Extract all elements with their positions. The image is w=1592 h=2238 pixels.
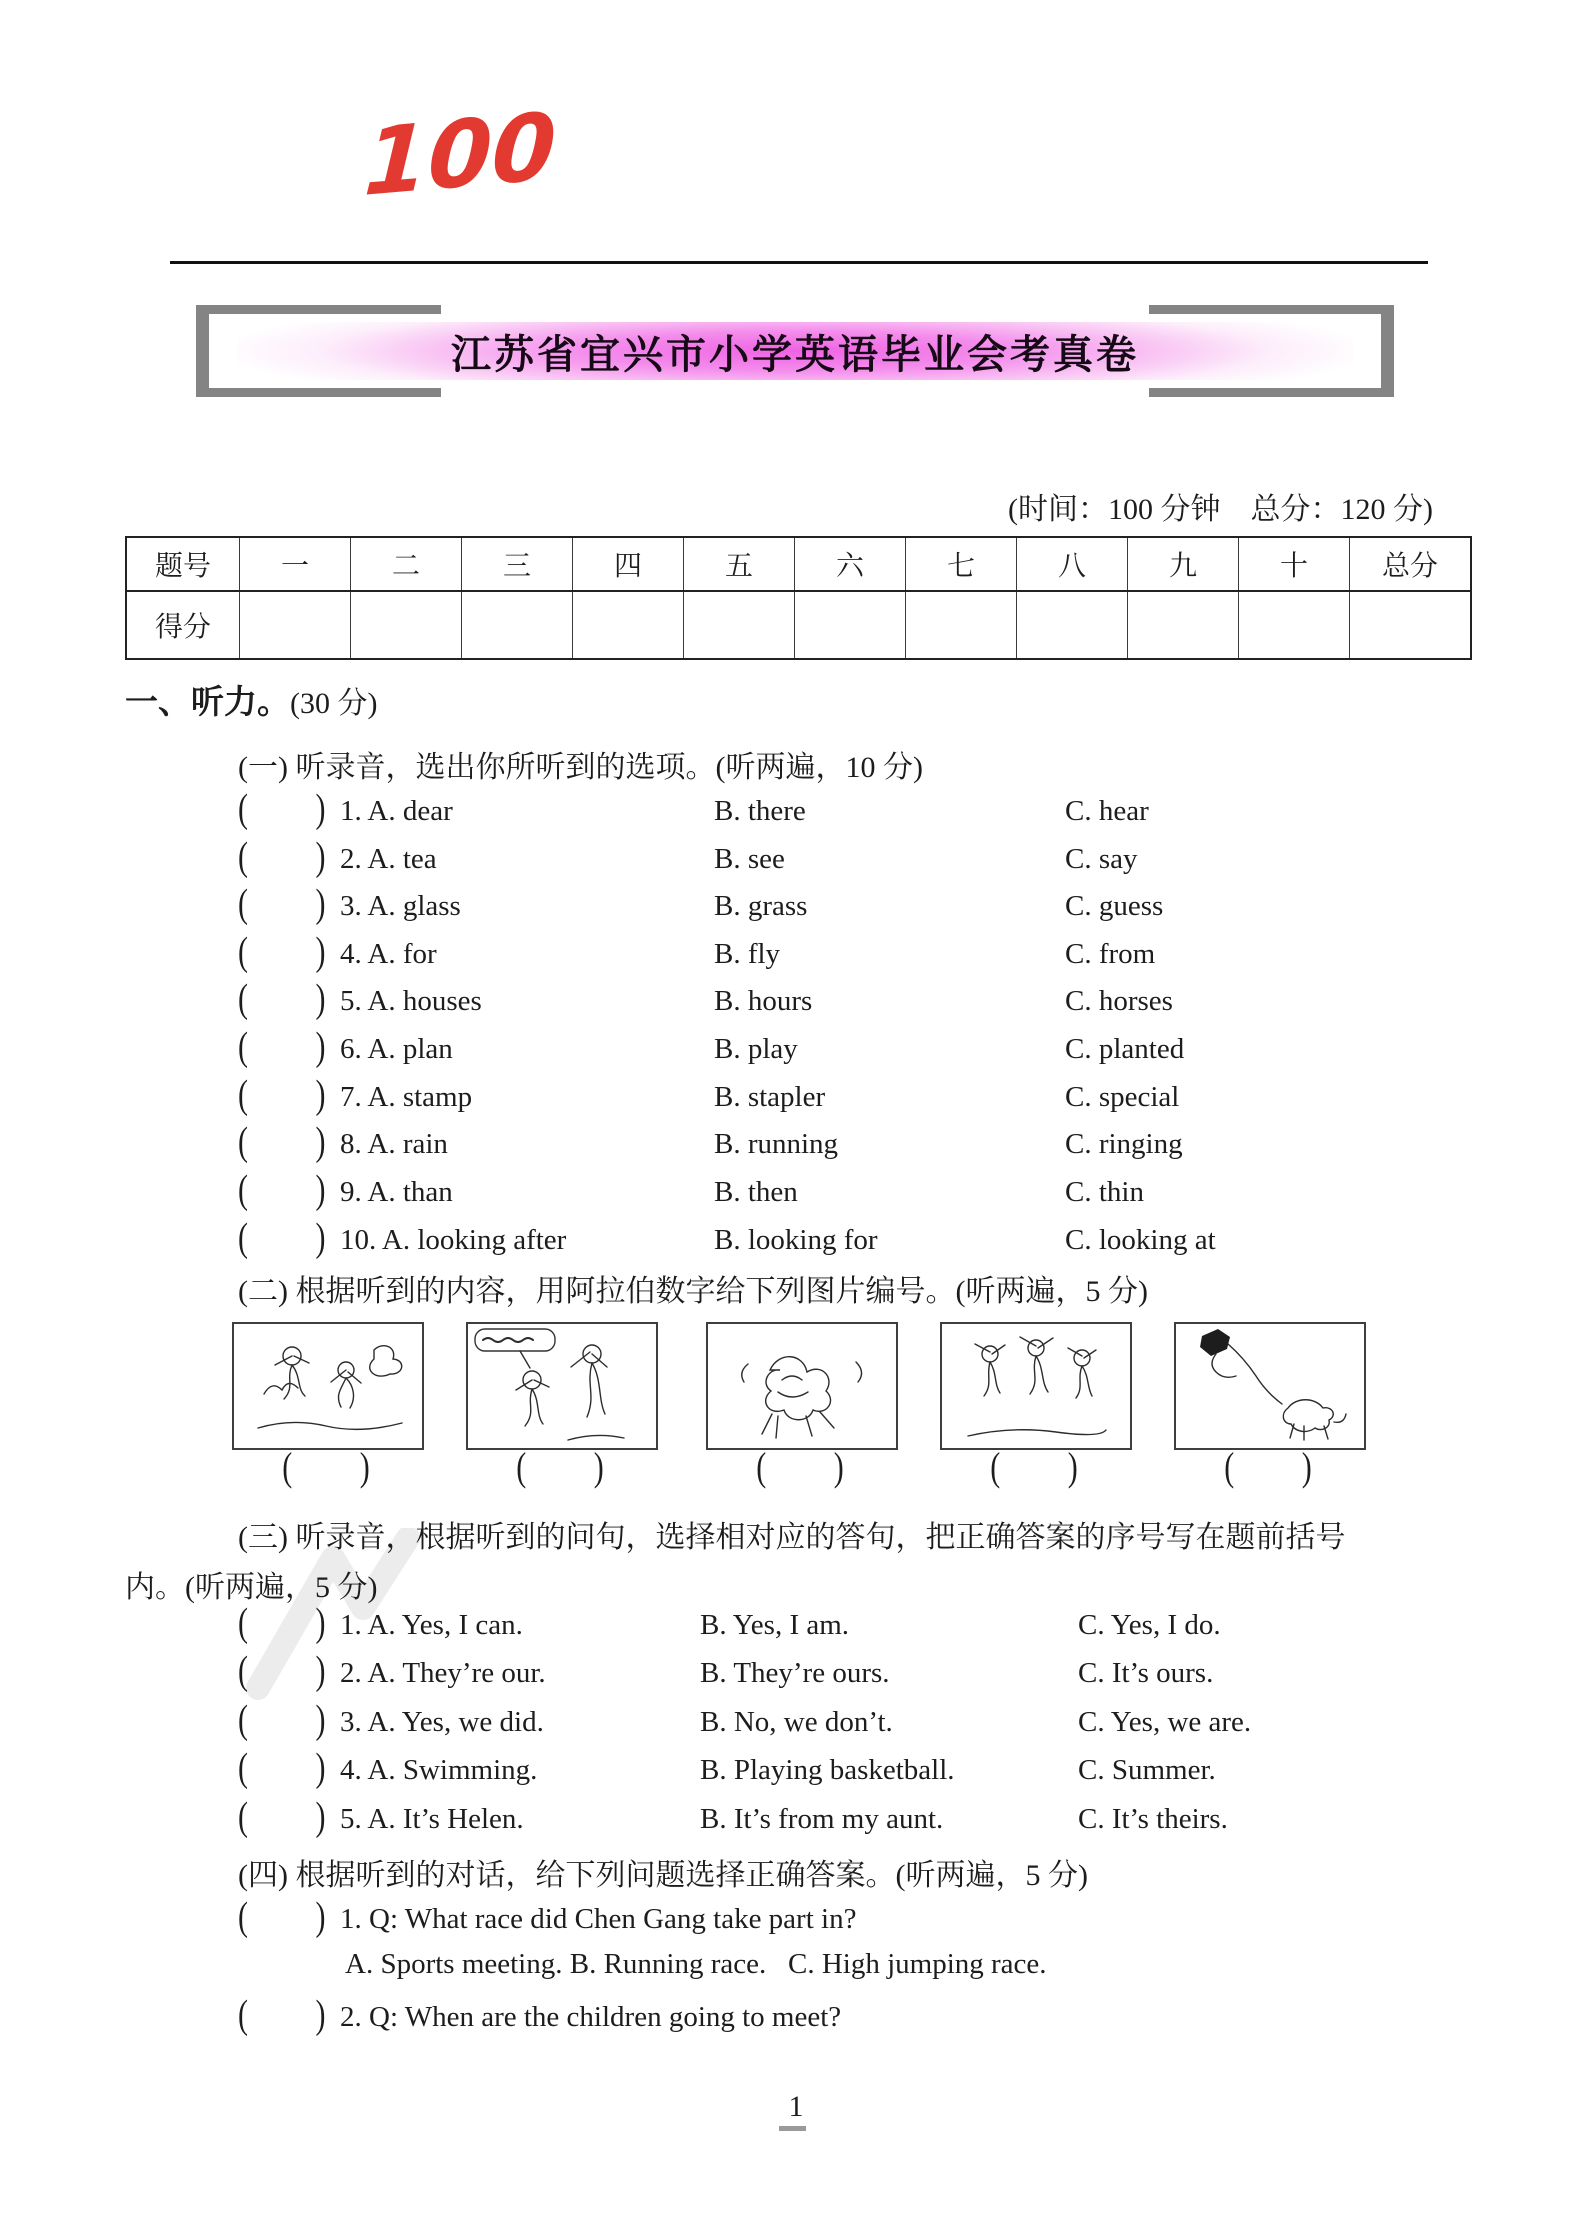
picture-answer-blank xyxy=(1174,1444,1362,1494)
picture-3-sketch xyxy=(708,1324,896,1448)
option-a: 2. A. They’re our. xyxy=(340,1657,546,1689)
option-c: C. ringing xyxy=(1065,1128,1183,1160)
option-a: 10. A. looking after xyxy=(340,1224,567,1256)
option-c: C. thin xyxy=(1065,1176,1144,1208)
answer-blank: ( ) xyxy=(238,1697,326,1743)
answer-blank: ( ) xyxy=(238,1215,326,1261)
score-empty-cell xyxy=(573,591,684,659)
picture-answer-blank xyxy=(232,1444,420,1494)
option-c: C. horses xyxy=(1065,985,1173,1017)
option-b: B. running xyxy=(714,1128,839,1160)
option-b: B. Playing basketball. xyxy=(700,1754,955,1786)
option-a: 4. A. for xyxy=(340,938,437,970)
answer-blank: ( ) xyxy=(238,1119,326,1165)
option-c: C. It’s ours. xyxy=(1078,1657,1214,1689)
option-c: C. Yes, I do. xyxy=(1078,1609,1221,1641)
banner-bracket-bottom-left xyxy=(196,388,441,397)
option-a: 4. A. Swimming. xyxy=(340,1754,538,1786)
score-table-cell: 十 xyxy=(1239,537,1350,591)
score-empty-cell xyxy=(1239,591,1350,659)
picture-5 xyxy=(1174,1322,1366,1450)
score-empty-cell xyxy=(1128,591,1239,659)
picture-answer-blank xyxy=(940,1444,1128,1494)
option-c: C. guess xyxy=(1065,890,1164,922)
dialogue-question xyxy=(0,1992,1592,2042)
score-empty-cell xyxy=(240,591,351,659)
score-table-cell: 总分 xyxy=(1350,537,1472,591)
top-rule xyxy=(170,261,1428,264)
picture-1 xyxy=(232,1322,424,1450)
part3-title-line2: 内。(听两遍，5 分) xyxy=(125,1571,378,1604)
option-b: B. play xyxy=(714,1033,798,1065)
part4-title: (四) 根据听到的对话，给下列问题选择正确答案。(听两遍，5 分) xyxy=(238,1859,1088,1892)
picture-4 xyxy=(940,1322,1132,1450)
option-c: C. hear xyxy=(1065,795,1149,827)
picture-2-sketch xyxy=(468,1324,656,1448)
score-empty-cell xyxy=(462,591,573,659)
answer-blank: ( ) xyxy=(238,1648,326,1694)
option-b: B. there xyxy=(714,795,806,827)
section1-heading-score: (30 分) xyxy=(290,687,378,720)
part2-title: (二) 根据听到的内容，用阿拉伯数字给下列图片编号。(听两遍，5 分) xyxy=(238,1275,1148,1308)
speech-bubble xyxy=(475,1329,555,1368)
option-a: 2. A. tea xyxy=(340,843,437,875)
option-c: C. from xyxy=(1065,938,1156,970)
score-empty-cell xyxy=(684,591,795,659)
score-table-cell: 七 xyxy=(906,537,1017,591)
answer-blank: ( ) xyxy=(238,834,326,880)
score-empty-cell xyxy=(1017,591,1128,659)
option-c: C. special xyxy=(1065,1081,1180,1113)
page-number: 1 xyxy=(788,2090,804,2123)
score-table-cell: 题号 xyxy=(126,537,240,591)
picture-1-sketch xyxy=(234,1324,422,1448)
listening-item xyxy=(0,1648,1592,1698)
answer-blank: ( ) xyxy=(756,1444,844,1490)
listening-item xyxy=(0,1215,1592,1265)
option-c: C. It’s theirs. xyxy=(1078,1803,1228,1835)
question-options: A. Sports meeting. B. Running race. C. High jumping race. xyxy=(345,1948,1047,1980)
score-table-cell: 八 xyxy=(1017,537,1128,591)
option-a: 6. A. plan xyxy=(340,1033,453,1065)
answer-blank: ( ) xyxy=(238,1745,326,1791)
option-b: B. They’re ours. xyxy=(700,1657,890,1689)
answer-blank: ( ) xyxy=(238,976,326,1022)
page-number-underline xyxy=(779,2126,806,2131)
picture-answer-blank xyxy=(466,1444,654,1494)
picture-2 xyxy=(466,1322,658,1450)
title-banner xyxy=(196,305,1394,397)
answer-blank: ( ) xyxy=(238,929,326,975)
score-table-cell: 二 xyxy=(351,537,462,591)
option-a: 3. A. Yes, we did. xyxy=(340,1706,544,1738)
answer-blank: ( ) xyxy=(238,786,326,832)
part1-title: (一) 听录音，选出你所听到的选项。(听两遍，10 分) xyxy=(238,751,923,784)
score-table-cell: 五 xyxy=(684,537,795,591)
answer-blank: ( ) xyxy=(516,1444,604,1490)
score-table-cell: 九 xyxy=(1128,537,1239,591)
option-a: 8. A. rain xyxy=(340,1128,448,1160)
banner-bracket-bottom-right xyxy=(1149,388,1394,397)
score-table-cell: 六 xyxy=(795,537,906,591)
score-empty-cell xyxy=(351,591,462,659)
option-a: 5. A. It’s Helen. xyxy=(340,1803,524,1835)
option-a: 7. A. stamp xyxy=(340,1081,473,1113)
option-b: B. see xyxy=(714,843,785,875)
part3-title-line1: (三) 听录音，根据听到的问句，选择相对应的答句，把正确答案的序号写在题前括号 xyxy=(238,1521,1346,1554)
banner-inner xyxy=(209,314,1381,388)
option-b: B. hours xyxy=(714,985,813,1017)
answer-blank: ( ) xyxy=(238,881,326,927)
answer-blank: ( ) xyxy=(238,1167,326,1213)
exam-info-line: (时间：100 分钟 总分：120 分) xyxy=(1008,493,1433,526)
option-b: B. Yes, I am. xyxy=(700,1609,850,1641)
listening-item xyxy=(0,1745,1592,1795)
dialogue-question xyxy=(0,1894,1592,1944)
score-label-cell: 得分 xyxy=(126,591,240,659)
option-b: B. stapler xyxy=(714,1081,826,1113)
option-c: C. Summer. xyxy=(1078,1754,1216,1786)
option-b: B. looking for xyxy=(714,1224,878,1256)
option-b: B. It’s from my aunt. xyxy=(700,1803,944,1835)
banner-gradient xyxy=(237,322,1353,380)
listening-item xyxy=(0,1794,1592,1844)
picture-3 xyxy=(706,1322,898,1450)
answer-blank: ( ) xyxy=(238,1600,326,1646)
score-empty-cell xyxy=(1350,591,1472,659)
handwritten-score-mark: 100 xyxy=(361,92,559,218)
option-a: 1. A. dear xyxy=(340,795,453,827)
banner-bracket-right xyxy=(1381,305,1394,397)
option-b: B. fly xyxy=(714,938,781,970)
option-b: B. grass xyxy=(714,890,808,922)
question-text: 1. Q: What race did Chen Gang take part in? xyxy=(340,1903,857,1935)
banner-bracket-left xyxy=(196,305,209,397)
banner-bracket-top-left xyxy=(196,305,441,314)
score-table-header-row xyxy=(126,537,1471,591)
picture-4-sketch xyxy=(942,1324,1130,1448)
picture-answer-blank xyxy=(706,1444,894,1494)
section1-heading-text: 一、听力。 xyxy=(125,683,290,720)
answer-blank: ( ) xyxy=(990,1444,1078,1490)
answer-blank: ( ) xyxy=(238,1894,326,1940)
score-empty-cell xyxy=(795,591,906,659)
score-table-score-row xyxy=(126,591,1471,659)
option-a: 3. A. glass xyxy=(340,890,461,922)
option-b: B. then xyxy=(714,1176,798,1208)
answer-blank: ( ) xyxy=(1224,1444,1312,1490)
answer-blank: ( ) xyxy=(238,1024,326,1070)
picture-5-sketch xyxy=(1176,1324,1364,1448)
option-c: C. Yes, we are. xyxy=(1078,1706,1252,1738)
answer-blank: ( ) xyxy=(238,1992,326,2038)
option-a: 1. A. Yes, I can. xyxy=(340,1609,523,1641)
score-table-cell: 一 xyxy=(240,537,351,591)
score-table-cell: 四 xyxy=(573,537,684,591)
option-c: C. looking at xyxy=(1065,1224,1216,1256)
question-text: 2. Q: When are the children going to meet? xyxy=(340,2001,842,2033)
option-c: C. planted xyxy=(1065,1033,1185,1065)
score-empty-cell xyxy=(906,591,1017,659)
answer-blank: ( ) xyxy=(282,1444,370,1490)
answer-blank: ( ) xyxy=(238,1794,326,1840)
score-table xyxy=(125,536,1472,660)
score-table-cell: 三 xyxy=(462,537,573,591)
answer-blank: ( ) xyxy=(238,1072,326,1118)
option-a: 5. A. houses xyxy=(340,985,482,1017)
section1-heading xyxy=(125,676,377,723)
option-a: 9. A. than xyxy=(340,1176,453,1208)
banner-bracket-top-right xyxy=(1149,305,1394,314)
option-c: C. say xyxy=(1065,843,1138,875)
exam-title: 江苏省宜兴市小学英语毕业会考真卷 xyxy=(451,332,1139,377)
option-b: B. No, we don’t. xyxy=(700,1706,893,1738)
